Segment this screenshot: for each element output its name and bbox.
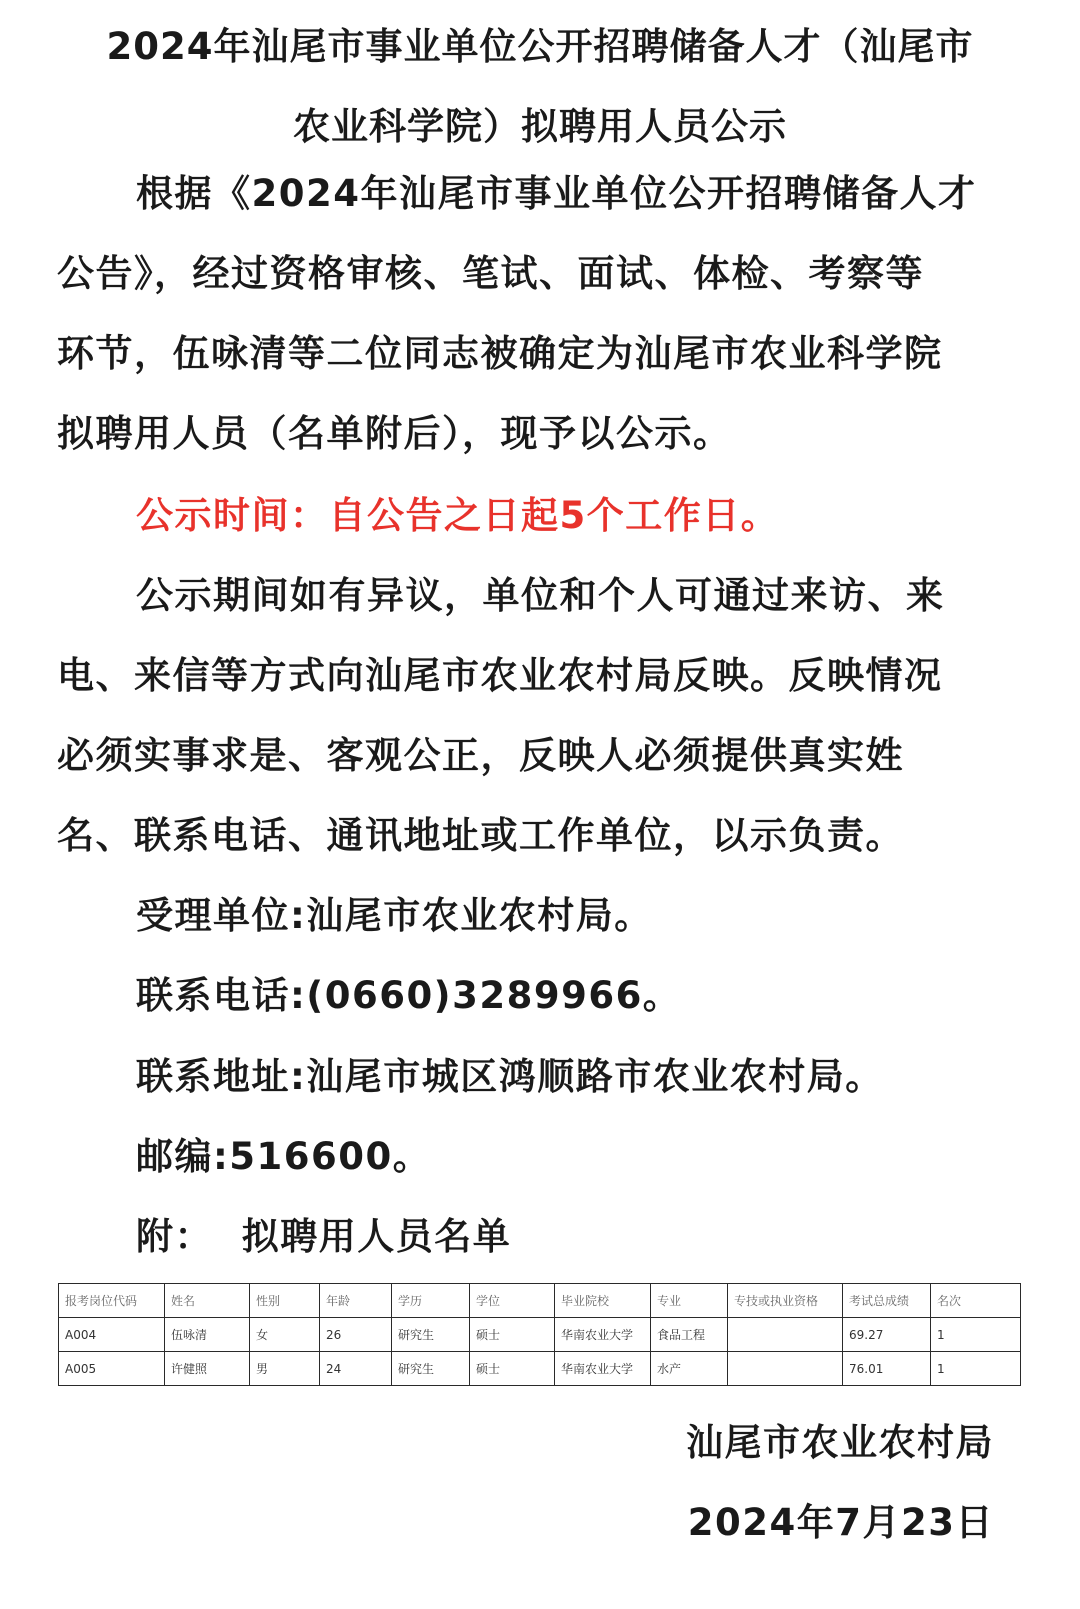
cell-school: 华南农业大学: [555, 1352, 651, 1386]
table-header-row: [59, 1284, 1021, 1318]
signature-date: 2024年7月23日: [687, 1501, 994, 1544]
paragraph2-line-2: 电、来信等方式向汕尾市农业农村局反映。反映情况: [57, 654, 943, 697]
contact-phone: 联系电话:(0660)3289966。: [136, 974, 682, 1017]
cell-total-score: 76.01: [843, 1352, 931, 1386]
header-degree: 学位: [470, 1284, 555, 1318]
table-row: [59, 1318, 1021, 1352]
cell-qualification: [728, 1318, 843, 1352]
title-line-1: 2024年汕尾市事业单位公开招聘储备人才（汕尾市: [106, 25, 974, 68]
cell-major: 食品工程: [651, 1318, 728, 1352]
header-qualification: 专技或执业资格: [728, 1284, 843, 1318]
cell-position-code: A004: [59, 1318, 165, 1352]
table-row: [59, 1352, 1021, 1386]
cell-rank: 1: [931, 1318, 1021, 1352]
cell-total-score: 69.27: [843, 1318, 931, 1352]
header-total-score: 考试总成绩: [843, 1284, 931, 1318]
paragraph1-line-3: 环节，伍咏清等二位同志被确定为汕尾市农业科学院: [57, 332, 943, 375]
contact-postcode: 邮编:516600。: [136, 1135, 432, 1178]
cell-education: 研究生: [392, 1318, 470, 1352]
signature-org: 汕尾市农业农村局: [686, 1421, 994, 1464]
cell-degree: 硕士: [470, 1352, 555, 1386]
header-major: 专业: [651, 1284, 728, 1318]
cell-school: 华南农业大学: [555, 1318, 651, 1352]
paragraph2-line-4: 名、联系电话、通讯地址或工作单位，以示负责。: [57, 814, 904, 857]
cell-name: 许健照: [165, 1352, 250, 1386]
notice-period: 公示时间：自公告之日起5个工作日。: [136, 494, 780, 537]
cell-education: 研究生: [392, 1352, 470, 1386]
paragraph1-line-2: 公告》，经过资格审核、笔试、面试、体检、考察等: [57, 252, 924, 295]
paragraph1-line-1: 根据《2024年汕尾市事业单位公开招聘储备人才: [136, 172, 977, 215]
contact-unit: 受理单位:汕尾市农业农村局。: [136, 894, 653, 937]
header-name: 姓名: [165, 1284, 250, 1318]
cell-position-code: A005: [59, 1352, 165, 1386]
header-rank: 名次: [931, 1284, 1021, 1318]
cell-age: 24: [320, 1352, 392, 1386]
cell-age: 26: [320, 1318, 392, 1352]
cell-qualification: [728, 1352, 843, 1386]
cell-major: 水产: [651, 1352, 728, 1386]
header-gender: 性别: [250, 1284, 320, 1318]
attachment-label: 附： 拟聘用人员名单: [136, 1215, 512, 1258]
header-school: 毕业院校: [555, 1284, 651, 1318]
candidate-table: [58, 1283, 1021, 1386]
header-age: 年龄: [320, 1284, 392, 1318]
paragraph2-line-1: 公示期间如有异议，单位和个人可通过来访、来: [136, 574, 945, 617]
title-line-2: 农业科学院）拟聘用人员公示: [293, 105, 787, 148]
cell-gender: 男: [250, 1352, 320, 1386]
cell-degree: 硕士: [470, 1318, 555, 1352]
header-position-code: 报考岗位代码: [59, 1284, 165, 1318]
cell-gender: 女: [250, 1318, 320, 1352]
cell-name: 伍咏清: [165, 1318, 250, 1352]
paragraph2-line-3: 必须实事求是、客观公正，反映人必须提供真实姓: [57, 734, 904, 777]
header-education: 学历: [392, 1284, 470, 1318]
contact-address: 联系地址:汕尾市城区鸿顺路市农业农村局。: [136, 1055, 884, 1098]
cell-rank: 1: [931, 1352, 1021, 1386]
paragraph1-line-4: 拟聘用人员（名单附后），现予以公示。: [57, 412, 732, 455]
